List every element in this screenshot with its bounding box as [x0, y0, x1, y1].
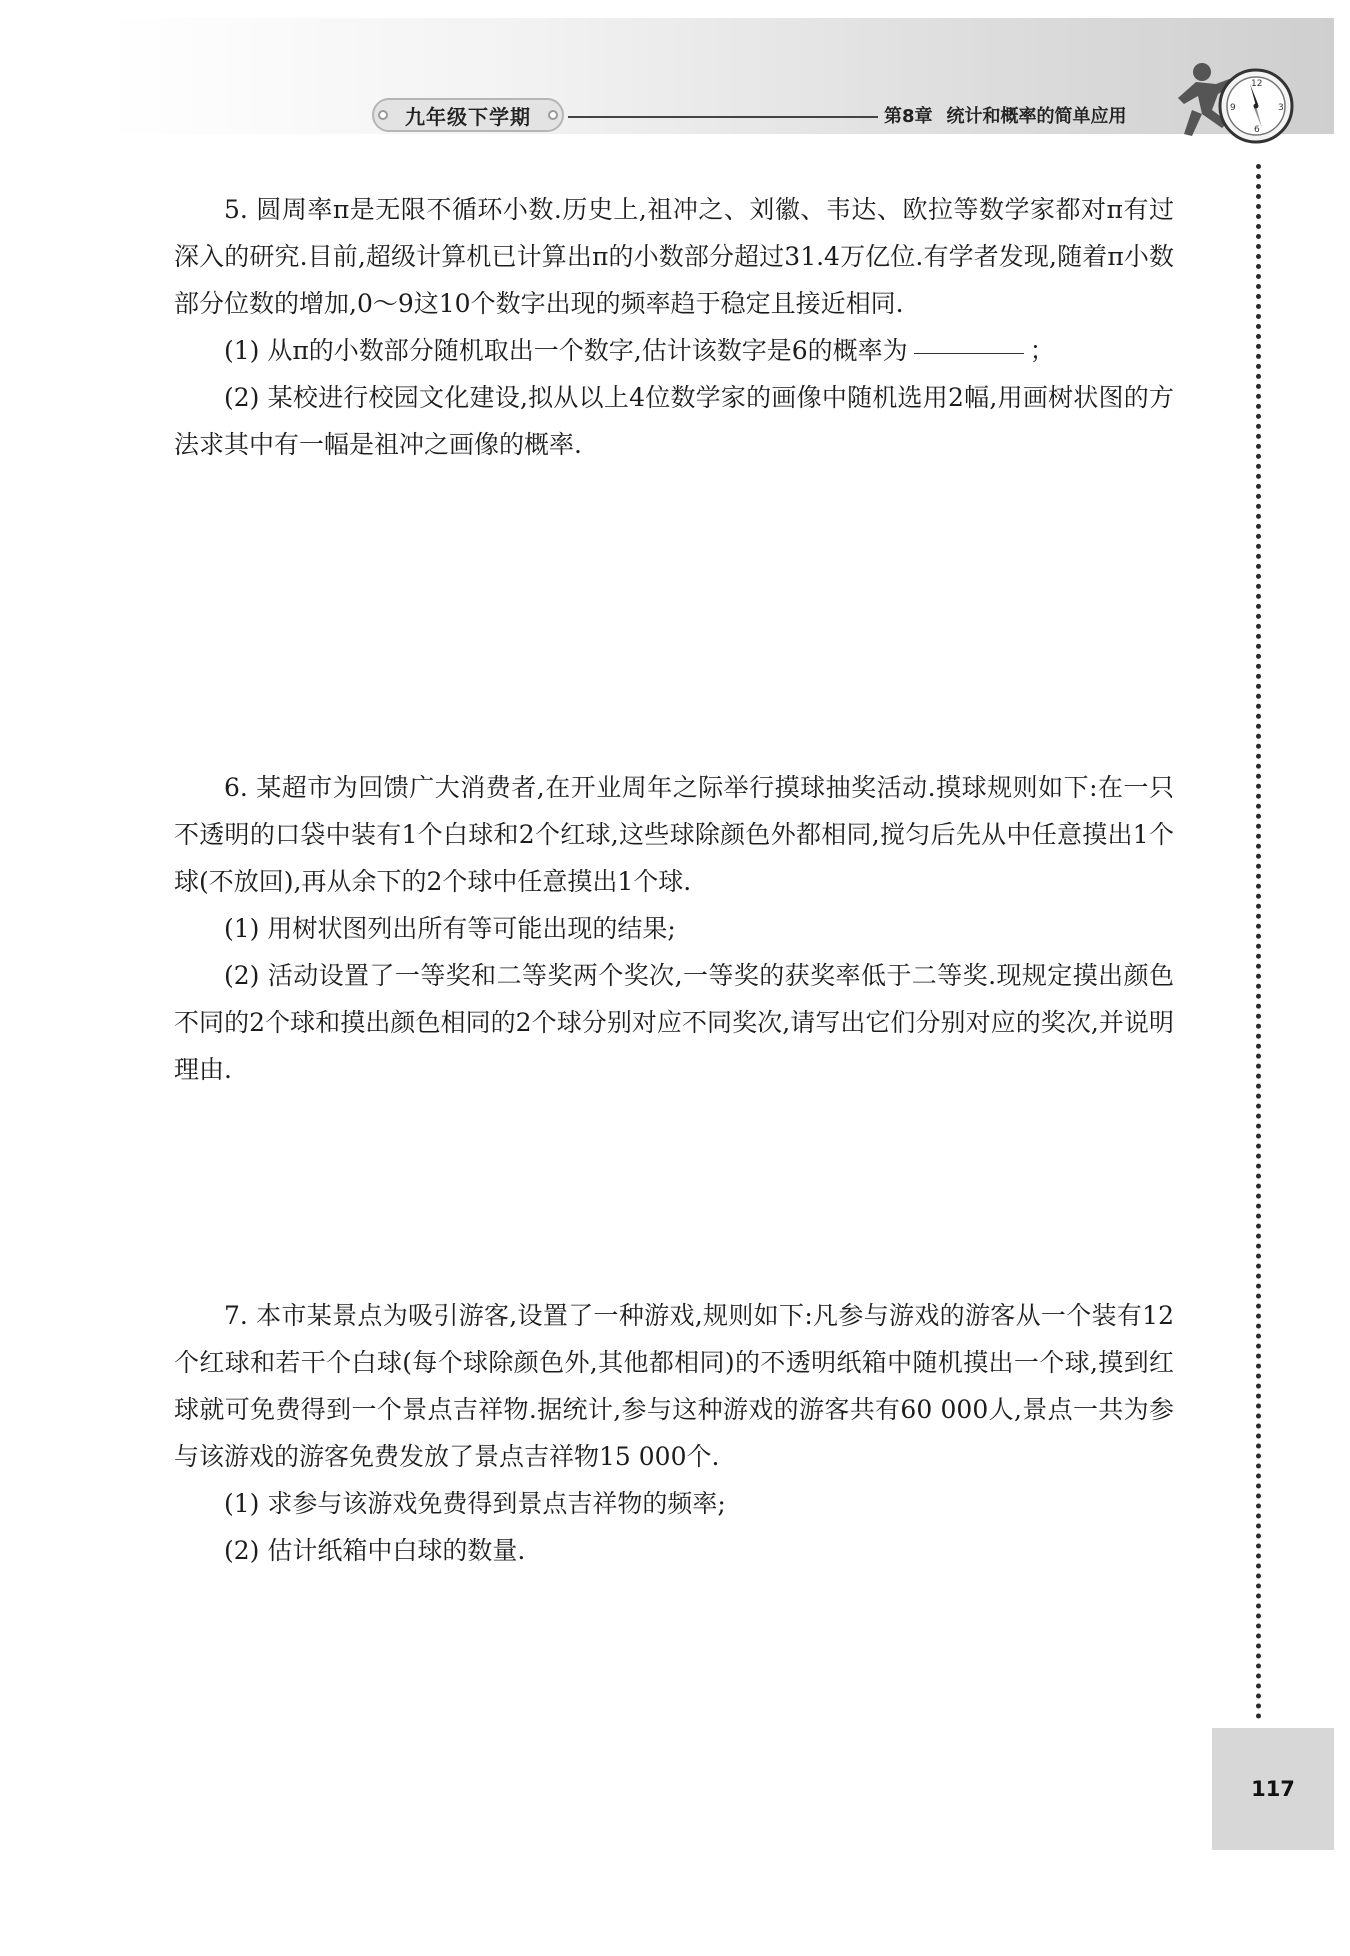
svg-text:3: 3	[1278, 103, 1284, 113]
svg-text:6: 6	[1254, 125, 1260, 135]
problem-6-q2: (2) 活动设置了一等奖和二等奖两个奖次,一等奖的获奖率低于二等奖.现规定摸出颜色不同的2个球和摸出颜色相同的2个球分别对应不同奖次,请写出它们分别对应的奖次,并说明理由.	[174, 961, 1174, 1084]
chapter-number: 第8章	[884, 106, 933, 127]
problem-5-q2: (2) 某校进行校园文化建设,拟从以上4位数学家的画像中随机选用2幅,用画树状图的方法求其中有一幅是祖冲之画像的概率.	[174, 383, 1174, 459]
problem-6	[174, 764, 1174, 1093]
problem-7	[174, 1292, 1174, 1574]
grade-label: 九年级下学期	[372, 98, 564, 132]
margin-dotted-line	[1256, 164, 1261, 1720]
problem-7-q1: (1) 求参与该游戏免费得到景点吉祥物的频率;	[224, 1489, 726, 1518]
problem-5-q1	[174, 327, 1174, 374]
svg-text:12: 12	[1251, 79, 1263, 89]
page-number: 117	[1251, 1777, 1295, 1801]
chapter-heading	[884, 100, 1127, 130]
answer-blank	[914, 352, 1024, 354]
header-rule	[568, 116, 878, 118]
problem-6-q1: (1) 用树状图列出所有等可能出现的结果;	[224, 914, 676, 943]
problem-5	[174, 186, 1174, 468]
runner-compass-icon	[1158, 48, 1298, 158]
problem-7-q2: (2) 估计纸箱中白球的数量.	[224, 1536, 526, 1565]
problem-6-intro: 6. 某超市为回馈广大消费者,在开业周年之际举行摸球抽奖活动.摸球规则如下:在一只不透明的口袋中装有1个白球和2个红球,这些球除颜色外都相同,搅匀后先从中任意摸出1个球(不放回),再从余下的2个球中任意摸出1个球.	[174, 773, 1174, 896]
problem-7-intro: 7. 本市某景点为吸引游客,设置了一种游戏,规则如下:凡参与游戏的游客从一个装有12个红球和若干个白球(每个球除颜色外,其他都相同)的不透明纸箱中随机摸出一个球,摸到红球就可免费得到一个景点吉祥物.据统计,参与这种游戏的游客共有60 000人,景点一共为参与该游戏的游客免费发放了景点吉祥物15 000个.	[174, 1301, 1174, 1471]
svg-text:9: 9	[1230, 103, 1236, 113]
chapter-title: 统计和概率的简单应用	[946, 106, 1127, 127]
problem-5-intro: 5. 圆周率π是无限不循环小数.历史上,祖冲之、刘徽、韦达、欧拉等数学家都对π有过深入的研究.目前,超级计算机已计算出π的小数部分超过31.4万亿位.有学者发现,随着π小数部分位数的增加,0～9这10个数字出现的频率趋于稳定且接近相同.	[174, 195, 1174, 318]
problem-5-q1-text: (1) 从π的小数部分随机取出一个数字,估计该数字是6的概率为	[224, 336, 908, 365]
page-number-tab	[1212, 1728, 1334, 1850]
problem-5-q1-end: ；	[1029, 336, 1055, 365]
